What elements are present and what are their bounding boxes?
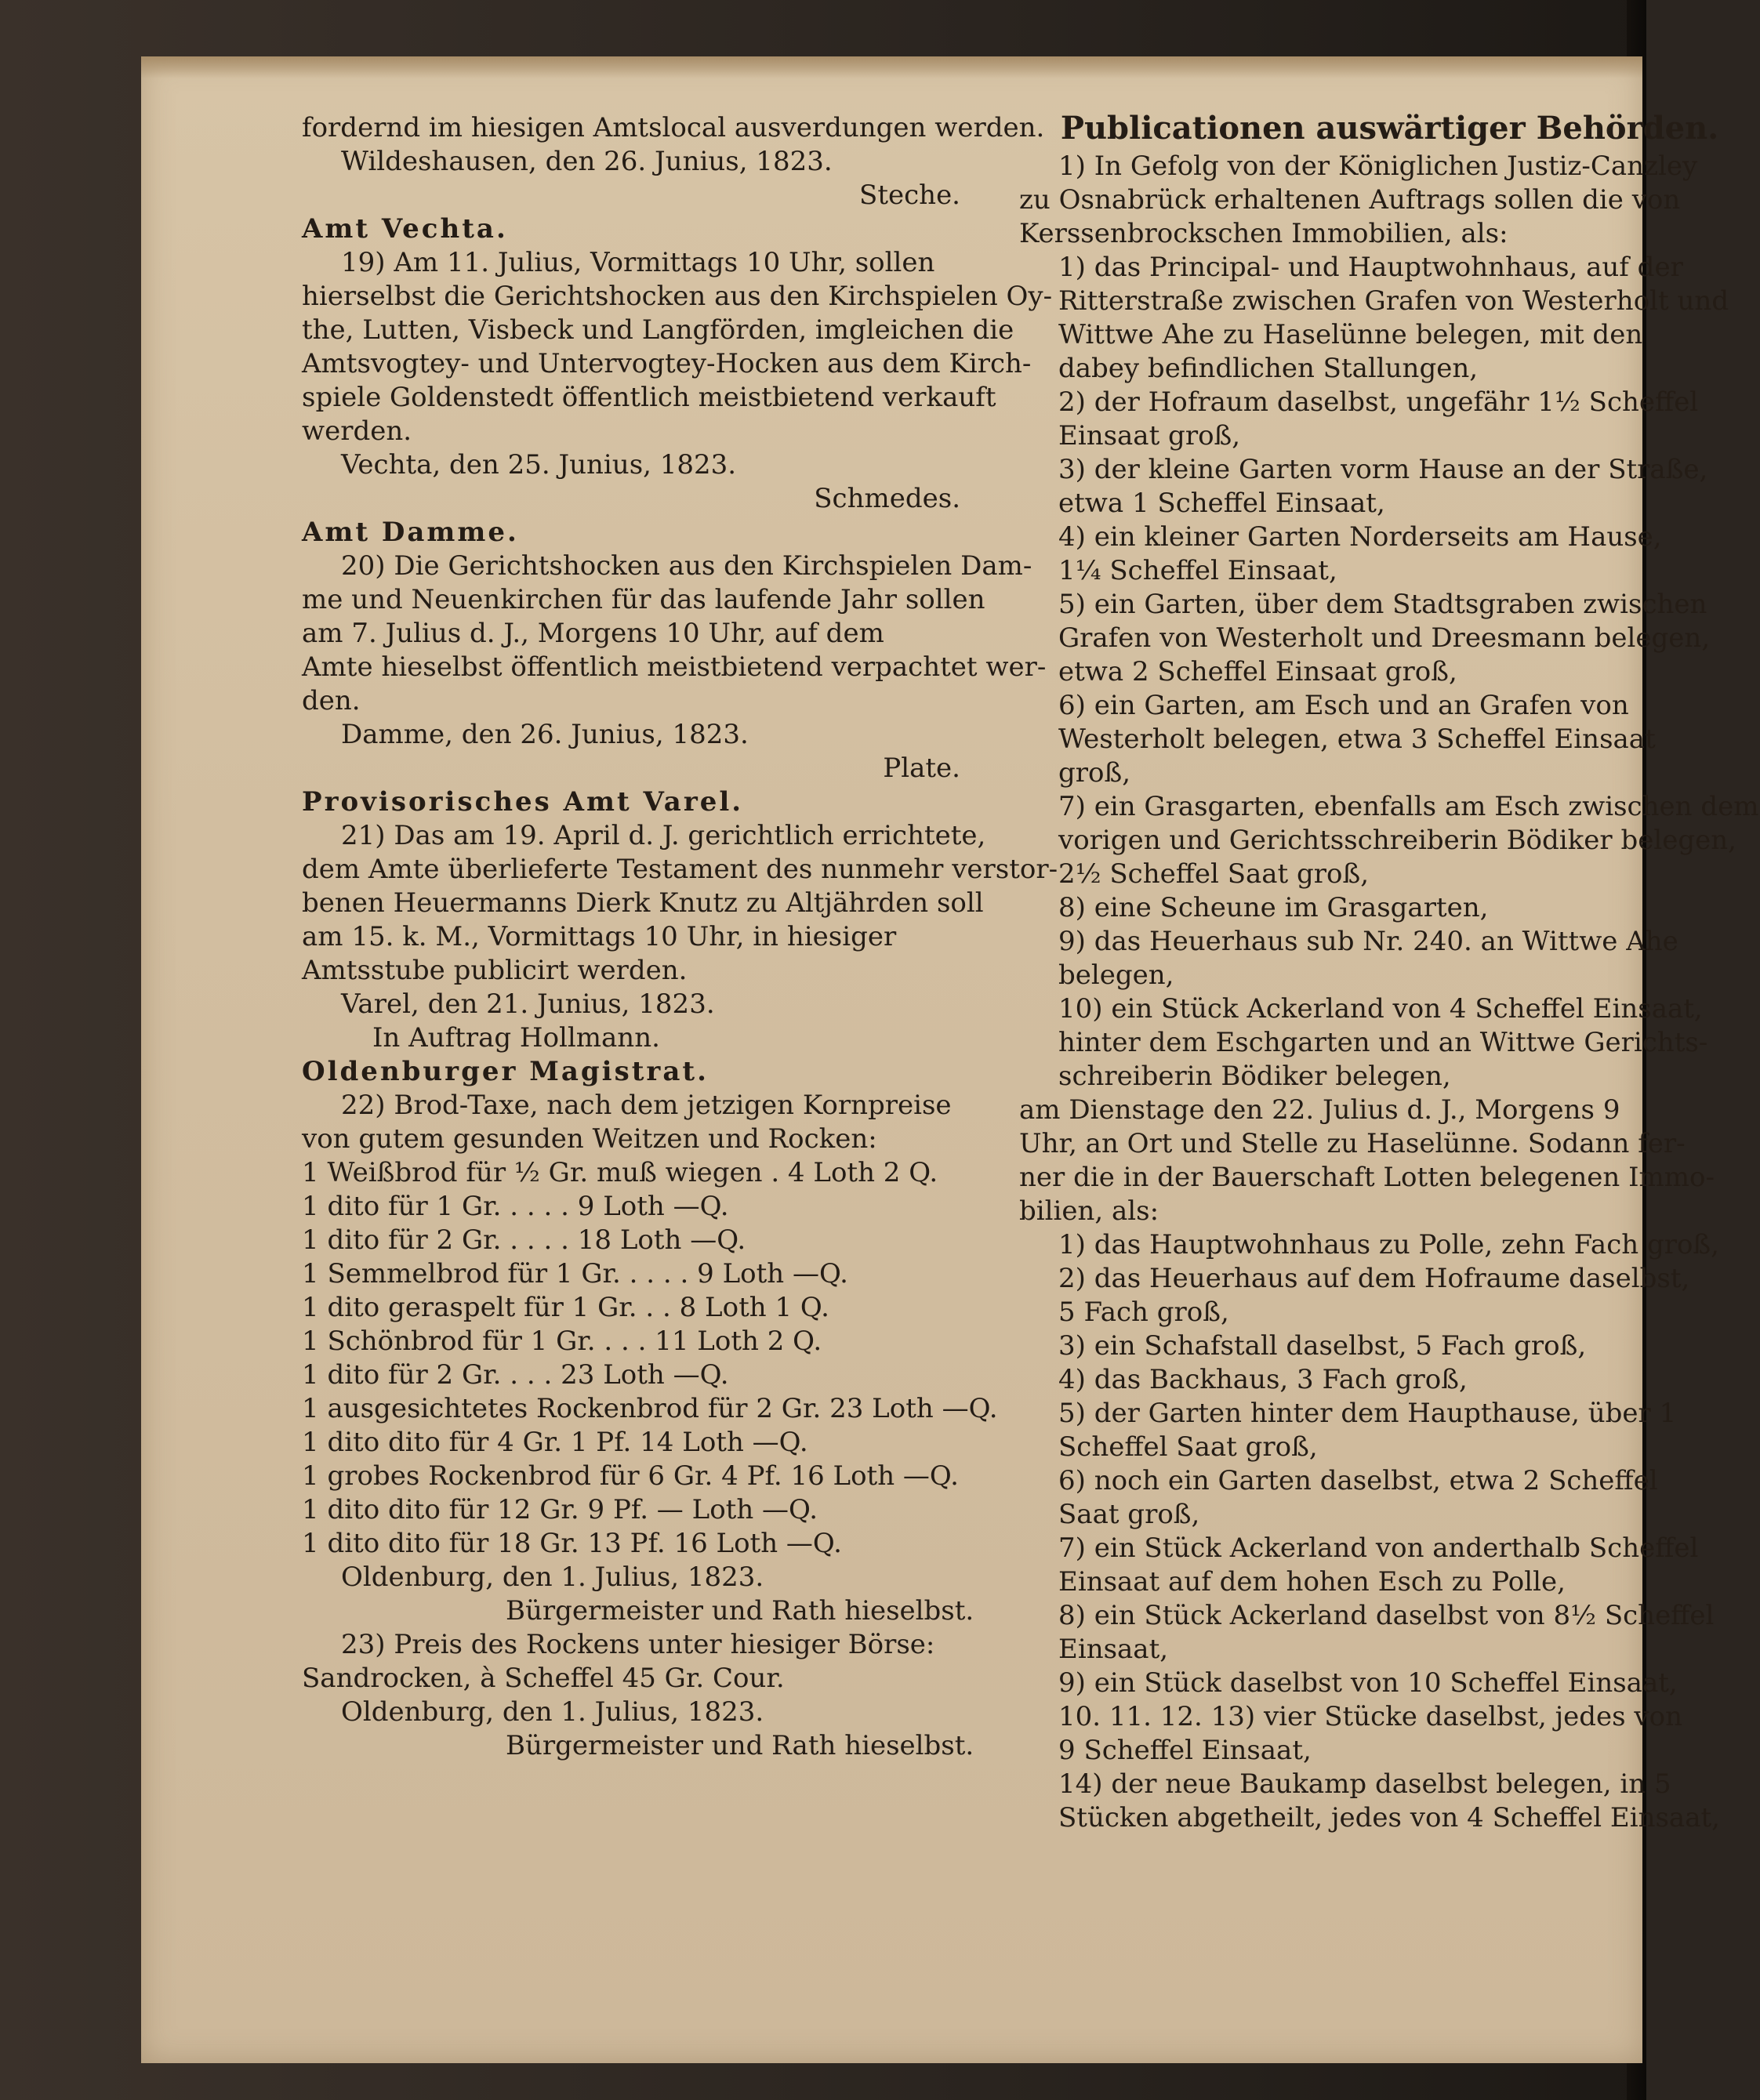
text-line: 5) der Garten hinter dem Haupthause, über 1 [1058, 1398, 1677, 1429]
text-line: am 7. Julius d. J., Morgens 10 Uhr, auf dem [302, 618, 884, 649]
text-line: Scheffel Saat groß, [1058, 1431, 1318, 1463]
text-line: Ritterstraße zwischen Grafen von Westerholt und [1058, 285, 1729, 317]
text-line: 1 Semmelbrod für 1 Gr. . . . . 9 Loth —Q. [302, 1258, 848, 1289]
text-line: 4) ein kleiner Garten Norderseits am Hause, [1058, 521, 1662, 553]
text-line: In Auftrag Hollmann. [372, 1022, 660, 1054]
text-line: am 15. k. M., Vormittags 10 Uhr, in hiesiger [302, 921, 897, 952]
text-line: etwa 1 Scheffel Einsaat, [1058, 488, 1385, 519]
text-line: bilien, als: [1019, 1195, 1159, 1227]
text-line: 10) ein Stück Ackerland von 4 Scheffel Einsaat, [1058, 993, 1703, 1025]
text-line: Vechta, den 25. Junius, 1823. [341, 449, 737, 481]
text-line: Wildeshausen, den 26. Junius, 1823. [341, 146, 833, 177]
text-line: Stücken abgetheilt, jedes von 4 Scheffel Einsaat, [1058, 1802, 1720, 1833]
text-line: fordernd im hiesigen Amtslocal ausverdungen werden. [302, 112, 1045, 143]
text-line: Einsaat, [1058, 1634, 1169, 1665]
text-line: 4) das Backhaus, 3 Fach groß, [1058, 1364, 1468, 1395]
left-column [302, 111, 1058, 1763]
text-line: Amte hieselbst öffentlich meistbietend verpachtet wer- [302, 651, 1047, 683]
text-line: 1) das Principal- und Hauptwohnhaus, auf der [1058, 252, 1683, 283]
text-line: Einsaat groß, [1058, 420, 1241, 452]
right-column [1019, 111, 1760, 1835]
right-column-lines [1019, 150, 1760, 1835]
text-line: 9 Scheffel Einsaat, [1058, 1735, 1312, 1766]
text-line: groß, [1058, 757, 1131, 789]
text-line: 2) das Heuerhaus auf dem Hofraume daselbst, [1058, 1263, 1690, 1294]
text-line: werden. [302, 415, 412, 447]
text-line: dem Amte überlieferte Testament des nunmehr verstor- [302, 854, 1058, 885]
text-line: vorigen und Gerichtsschreiberin Bödiker belegen, [1058, 825, 1736, 856]
document-page [141, 56, 1759, 2063]
text-line: 21) Das am 19. April d. J. gerichtlich errichtete, [341, 820, 986, 851]
section-heading: Oldenburger Magistrat. [302, 1056, 709, 1087]
text-line: the, Lutten, Visbeck und Langförden, imgleichen die [302, 314, 1014, 346]
text-line: Bürgermeister und Rath hieselbst. [506, 1730, 974, 1761]
text-line: 1 dito für 2 Gr. . . . . 18 Loth —Q. [302, 1224, 746, 1256]
text-line: ner die in der Bauerschaft Lotten belegenen Immo- [1019, 1162, 1715, 1193]
text-line: Einsaat auf dem hohen Esch zu Polle, [1058, 1566, 1566, 1598]
text-line: Wittwe Ahe zu Haselünne belegen, mit den [1058, 319, 1643, 350]
text-line: belegen, [1058, 959, 1174, 991]
text-line: spiele Goldenstedt öffentlich meistbietend verkauft [302, 382, 996, 413]
text-line: 2) der Hofraum daselbst, ungefähr 1½ Scheffel [1058, 386, 1699, 418]
text-line: 3) der kleine Garten vorm Hause an der Straße, [1058, 454, 1708, 485]
text-line: 6) ein Garten, am Esch und an Grafen von [1058, 690, 1629, 721]
text-line: von gutem gesunden Weitzen und Rocken: [302, 1123, 877, 1155]
text-line: 20) Die Gerichtshocken aus den Kirchspielen Dam- [341, 550, 1032, 582]
text-line: Westerholt belegen, etwa 3 Scheffel Einsaat [1058, 724, 1656, 755]
section-heading: Amt Damme. [302, 517, 519, 548]
text-line: Bürgermeister und Rath hieselbst. [506, 1595, 974, 1627]
text-line: 1 dito dito für 18 Gr. 13 Pf. 16 Loth —Q. [302, 1528, 842, 1559]
text-line: 10. 11. 12. 13) vier Stücke daselbst, jedes von [1058, 1701, 1683, 1732]
text-line: 1) In Gefolg von der Königlichen Justiz-Canzley [1058, 151, 1698, 182]
text-line: Oldenburg, den 1. Julius, 1823. [341, 1561, 764, 1593]
text-line: 5) ein Garten, über dem Stadtsgraben zwischen [1058, 589, 1707, 620]
text-line: Varel, den 21. Junius, 1823. [341, 988, 715, 1020]
text-line: 9) das Heuerhaus sub Nr. 240. an Wittwe Ahe [1058, 926, 1678, 957]
text-line: 7) ein Stück Ackerland von anderthalb Scheffel [1058, 1532, 1699, 1564]
right-column-title: Publicationen auswärtiger Behörden. [1060, 110, 1719, 147]
text-line: Grafen von Westerholt und Dreesmann belegen, [1058, 622, 1711, 654]
text-line: 6) noch ein Garten daselbst, etwa 2 Scheffel [1058, 1465, 1658, 1496]
text-line: 19) Am 11. Julius, Vormittags 10 Uhr, sollen [341, 247, 935, 278]
text-line: Amtsstube publicirt werden. [302, 955, 688, 986]
text-line: Uhr, an Ort und Stelle zu Haselünne. Sodann fer- [1019, 1128, 1686, 1159]
text-line: 14) der neue Baukamp daselbst belegen, in 5 [1058, 1768, 1671, 1800]
text-line: 1 Weißbrod für ½ Gr. muß wiegen . 4 Loth 2 Q. [302, 1157, 938, 1188]
text-line: Oldenburg, den 1. Julius, 1823. [341, 1696, 764, 1728]
section-heading: Amt Vechta. [302, 213, 508, 245]
text-line: schreiberin Bödiker belegen, [1058, 1061, 1451, 1092]
text-line: 8) eine Scheune im Grasgarten, [1058, 892, 1489, 923]
text-line: 1 dito dito für 4 Gr. 1 Pf. 14 Loth —Q. [302, 1427, 808, 1458]
text-line: me und Neuenkirchen für das laufende Jahr sollen [302, 584, 985, 615]
text-line: 1 ausgesichtetes Rockenbrod für 2 Gr. 23 Loth —Q. [302, 1393, 998, 1424]
text-line: Saat groß, [1058, 1499, 1200, 1530]
text-line: Steche. [859, 180, 960, 211]
text-line: benen Heuermanns Dierk Knutz zu Altjährden soll [302, 887, 984, 919]
text-line: zu Osnabrück erhaltenen Auftrags sollen die von [1019, 184, 1681, 216]
text-line: 1 grobes Rockenbrod für 6 Gr. 4 Pf. 16 Loth —Q. [302, 1460, 959, 1492]
text-line: Plate. [883, 753, 960, 784]
text-line: 1 dito für 2 Gr. . . . 23 Loth —Q. [302, 1359, 729, 1391]
text-line: Kerssenbrockschen Immobilien, als: [1019, 218, 1508, 249]
text-line: Sandrocken, à Scheffel 45 Gr. Cour. [302, 1663, 785, 1694]
text-line: 9) ein Stück daselbst von 10 Scheffel Einsaat, [1058, 1667, 1678, 1699]
text-line: 1¼ Scheffel Einsaat, [1058, 555, 1337, 586]
text-line: 1 dito geraspelt für 1 Gr. . . 8 Loth 1 Q. [302, 1292, 829, 1323]
text-line: 1 dito dito für 12 Gr. 9 Pf. — Loth —Q. [302, 1494, 818, 1525]
text-line: 5 Fach groß, [1058, 1297, 1229, 1328]
text-line: etwa 2 Scheffel Einsaat groß, [1058, 656, 1457, 687]
text-line: 1 Schönbrod für 1 Gr. . . . 11 Loth 2 Q. [302, 1326, 822, 1357]
text-line: 8) ein Stück Ackerland daselbst von 8½ Scheffel [1058, 1600, 1715, 1631]
text-line: 22) Brod-Taxe, nach dem jetzigen Kornpreise [341, 1090, 952, 1121]
text-line: 3) ein Schafstall daselbst, 5 Fach groß, [1058, 1330, 1587, 1362]
text-line: am Dienstage den 22. Julius d. J., Morgens 9 [1019, 1094, 1620, 1126]
text-line: 1) das Hauptwohnhaus zu Polle, zehn Fach groß, [1058, 1229, 1719, 1260]
text-line: 23) Preis des Rockens unter hiesiger Börse: [341, 1629, 935, 1660]
text-line: Damme, den 26. Junius, 1823. [341, 719, 749, 750]
text-line: dabey befindlichen Stallungen, [1058, 353, 1479, 384]
text-line: Amtsvogtey- und Untervogtey-Hocken aus dem Kirch- [302, 348, 1032, 379]
text-line: den. [302, 685, 361, 716]
section-heading: Provisorisches Amt Varel. [302, 786, 744, 818]
text-line: hierselbst die Gerichtshocken aus den Kirchspielen Oy- [302, 281, 1053, 312]
text-line: hinter dem Eschgarten und an Wittwe Gerichts- [1058, 1027, 1708, 1058]
text-line: 7) ein Grasgarten, ebenfalls am Esch zwischen dem [1058, 791, 1759, 822]
text-line: 2½ Scheffel Saat groß, [1058, 858, 1370, 890]
text-line: 1 dito für 1 Gr. . . . . 9 Loth —Q. [302, 1191, 729, 1222]
text-line: Schmedes. [814, 483, 960, 514]
